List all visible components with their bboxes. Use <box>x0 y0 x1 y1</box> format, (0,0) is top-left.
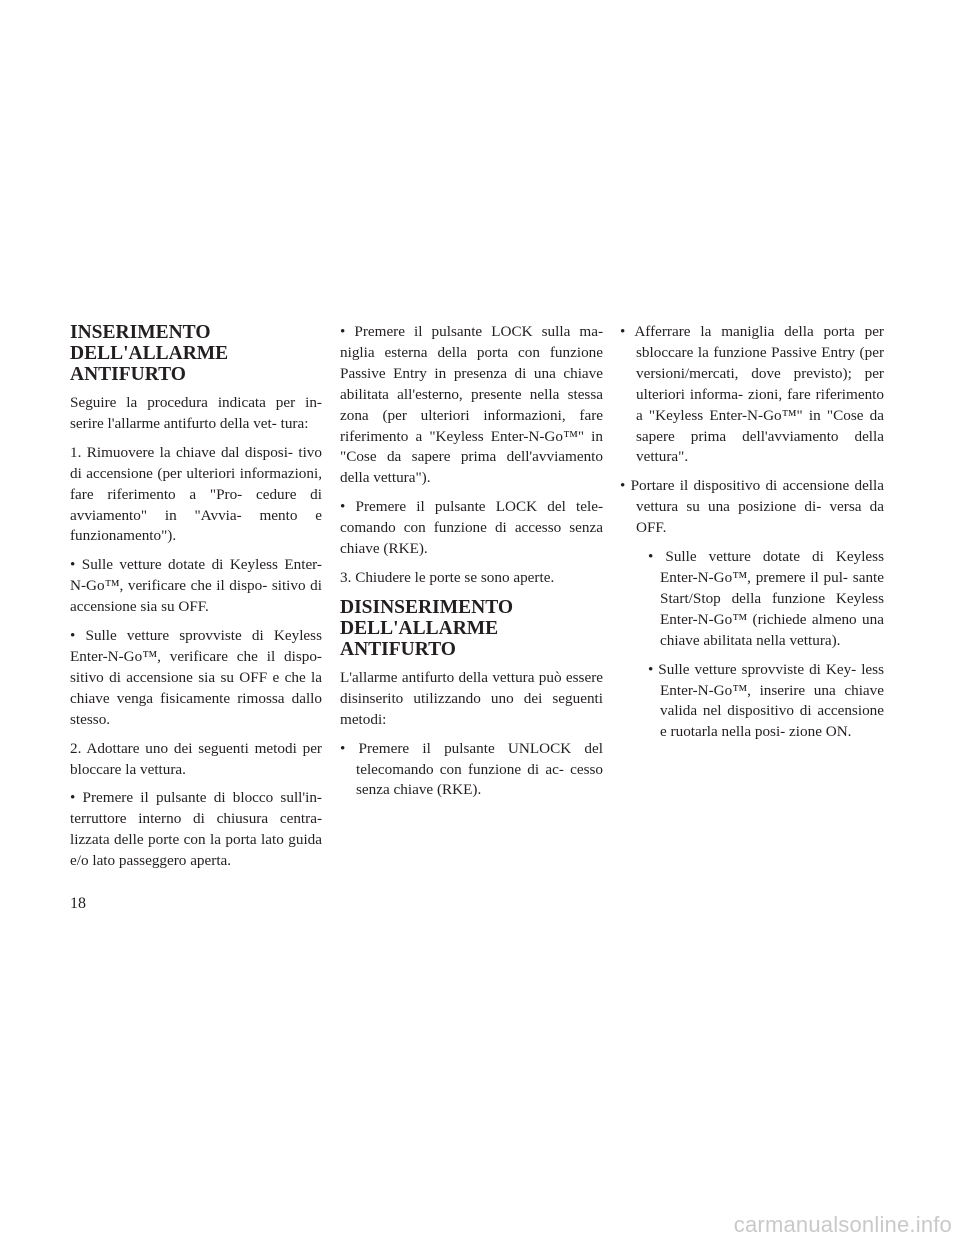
page-number: 18 <box>70 895 86 912</box>
heading-line: INSERIMENTO <box>70 322 211 343</box>
heading-line: DELL'ALLARME <box>340 617 499 639</box>
paragraph-keyless-off: • Sulle vetture sprovviste di Keyless Enter-N-Go™, verificare che il dispo- sitivo di accensione sia su OFF e che la chiave venga fisicamente rimossa dallo stesso. <box>70 627 322 728</box>
bullet-unlock-rke: • Premere il pulsante UNLOCK del telecomando con funzione di ac- cesso senza chiave (RKE). <box>340 739 603 799</box>
bullet-door-handle: • Afferrare la maniglia della porta per sbloccare la funzione Passive Entry (per versioni/mercati, dove previsto); per ulteriori informa- zioni, fare riferimento a "Keyless Enter-N-Go™" in "Cose da sapere prima dell'avviamento della vettura". <box>620 323 884 466</box>
heading-line: DELL'ALLARME <box>70 343 229 364</box>
paragraph-lock-handle: • Premere il pulsante LOCK sulla ma- niglia esterna della porta con funzione Passive Entry in presenza di una chiave abilitata all'esterno, presente nella stessa zona (per ulteriori informazioni, fare riferimento a "Keyless Enter-N-Go™" in "Cose da sapere prima dell'avviamento della vettura"). <box>340 323 603 487</box>
column-left <box>70 322 322 880</box>
heading-inserimento <box>70 322 322 385</box>
paragraph-intro: Seguire la procedura indicata per in- serire l'allarme antifurto della vet- tura: <box>70 394 322 432</box>
paragraph-disarm-intro: L'allarme antifurto della vettura può essere disinserito utilizzando uno dei seguenti metodi: <box>340 668 603 728</box>
heading-line: DISINSERIMENTO <box>340 596 514 618</box>
paragraph-step-2: 2. Adottare uno dei seguenti metodi per bloccare la vettura. <box>70 739 322 778</box>
column-middle <box>340 322 603 809</box>
heading-disinserimento <box>340 597 603 660</box>
watermark-text: carmanualsonline.info <box>733 1212 952 1237</box>
heading-line: ANTIFURTO <box>70 364 186 385</box>
paragraph-lock-rke: • Premere il pulsante LOCK del tele- comando con funzione di accesso senza chiave (RKE). <box>340 498 603 558</box>
column-right <box>620 322 884 751</box>
paragraph-step-3: 3. Chiudere le porte se sono aperte. <box>340 568 555 586</box>
heading-line: ANTIFURTO <box>340 638 456 660</box>
paragraph-lock-switch: • Premere il pulsante di blocco sull'in- terruttore interno di chiusura centra- lizzata delle porte con la porta lato guida e/o lato passeggero aperta. <box>70 789 322 870</box>
paragraph-keyless-on: • Sulle vetture dotate di Keyless Enter-N-Go™, verificare che il dispo- sitivo di accensione sia su OFF. <box>70 556 322 616</box>
sub-bullet-keyless: • Sulle vetture dotate di Keyless Enter-N-Go™, premere il pul- sante Start/Stop della funzione Keyless Enter-N-Go™ (richiede almeno una chiave abilitata nella vettura). <box>648 548 884 649</box>
bullet-ignition: • Portare il dispositivo di accensione della vettura su una posizione di- versa da OFF. <box>620 477 884 537</box>
paragraph-step-1: 1. Rimuovere la chiave dal disposi- tivo di accensione (per ulteriori informazioni, fare riferimento a "Pro- cedure di avviamento" in "Avvia- mento e funzionamento"). <box>70 443 322 545</box>
sub-bullet-no-keyless: • Sulle vetture sprovviste di Key- less Enter-N-Go™, inserire una chiave valida nel dispositivo di accensione e ruotarla nella posi- zione ON. <box>648 660 884 741</box>
